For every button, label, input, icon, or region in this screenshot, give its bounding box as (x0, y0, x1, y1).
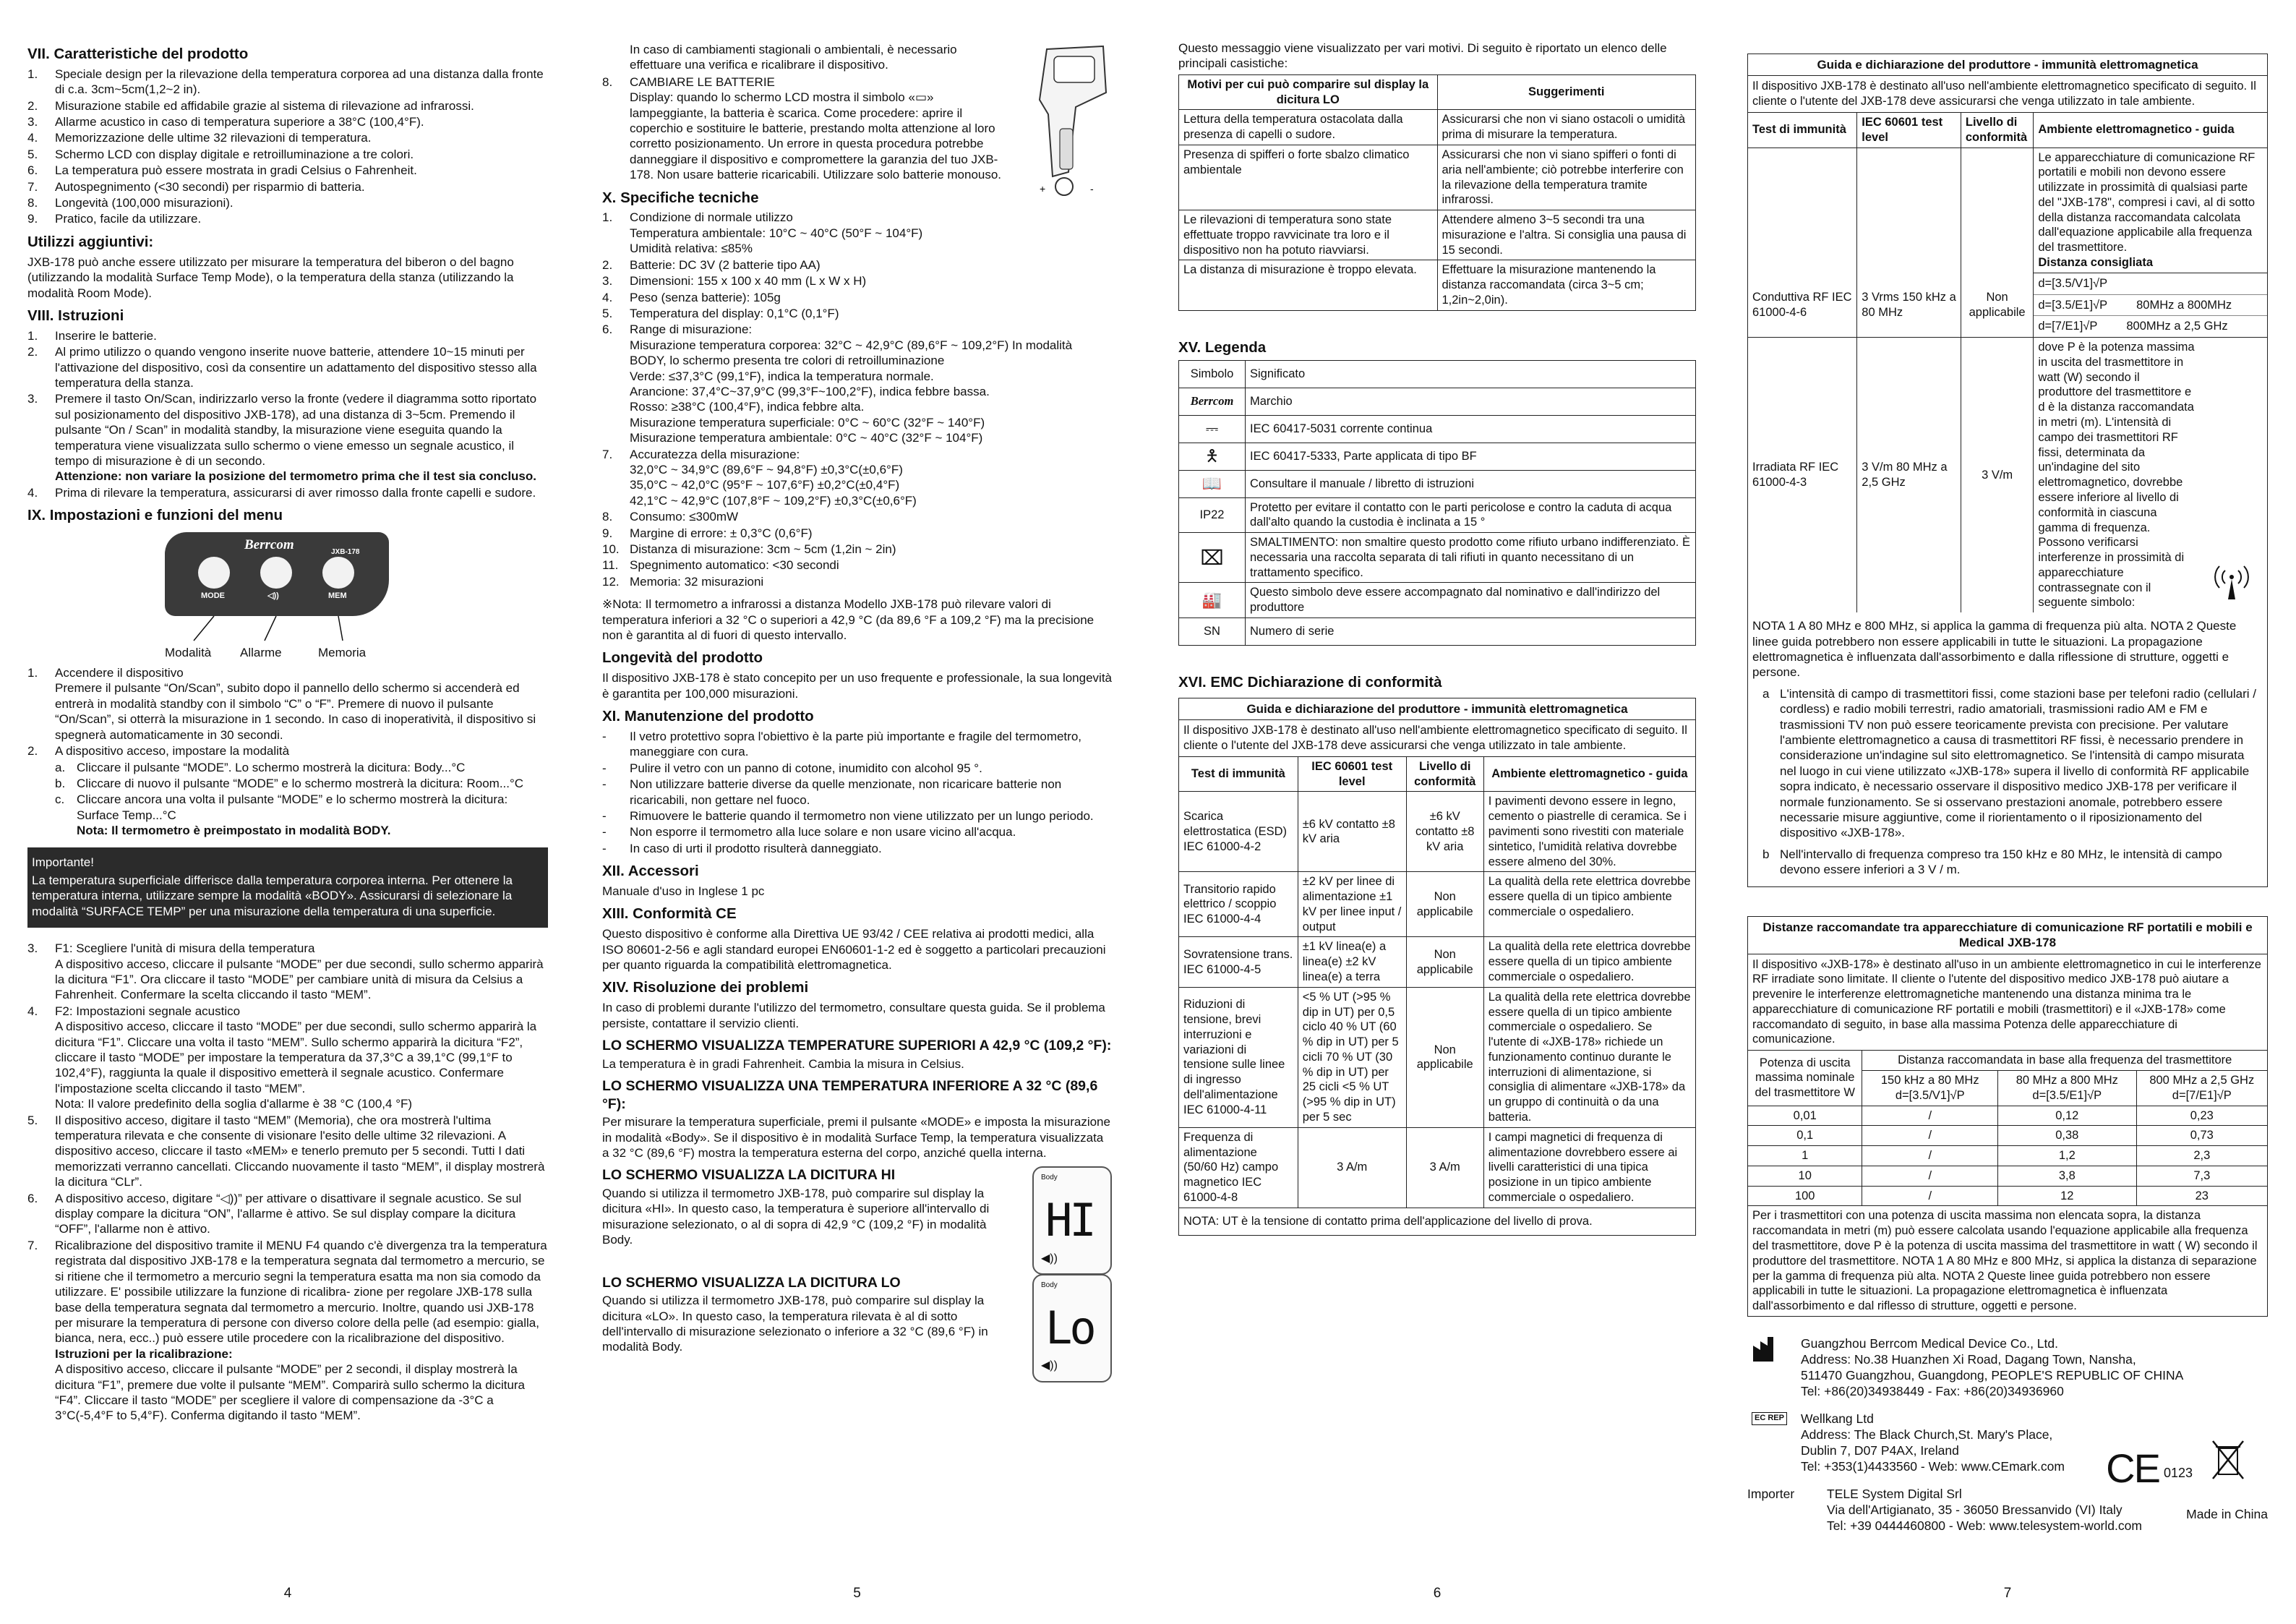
manufacturer-info: Guangzhou Berrcom Medical Device Co., Ltd. Address: No.38 Huanzhen Xi Road, Dagang Town, Nansha, 511470 Guangzhou, Guangdong, PEOPLE'S REPUBLIC OF CHINA Tel: +86(20)34938449 - Fax: +86(20)34936960 (1747, 1335, 2268, 1399)
emc-rf-intro: Il dispositivo JXB-178 è destinato all'uso nell'ambiente elettromagnetico specificato di seguito. Il cliente o l'utente del JXB-178 deve assicurarsi che venga utilizzato in tale ambiente. (1748, 76, 2267, 113)
table-row: 0,01 / 0,12 0,23 (1748, 1106, 2267, 1126)
trouble-low-title: LO SCHERMO VISUALIZZA UNA TEMPERATURA INFERIORE A 32 °C (89,6 °F): (602, 1078, 1098, 1112)
page-6 (1178, 0, 1696, 1624)
list-item: 4. Memorizzazione delle ultime 32 rilevazioni di temperatura. (27, 131, 372, 145)
table-header: Suggerimenti (1437, 74, 1696, 110)
section-13-title: XIII. Conformità CE (602, 905, 737, 923)
list-item: - Non esporre il termometro alla luce solare e non usare vicino all'acqua. (602, 824, 1112, 839)
table-header: Significato (1246, 360, 1696, 388)
list-item: 2. Misurazione stabile ed affidabile grazie al sistema di rilevazione ad infrarossi. (27, 98, 474, 113)
bf-part-icon: 🯅 (1179, 443, 1246, 470)
legend-table (1178, 360, 1696, 646)
separation-distance-box (1747, 916, 2268, 1317)
separation-intro: Il dispositivo «JXB-178» è destinato all'uso in un ambiente elettromagnetico in cui le interferenze RF irradiate sono limitate. Il cliente o l'utente del dispositivo medico JXB-178 può aiutare a prevenire le interferenze elettromagnetiche mantenendo una distanza minima tra le apparecchiature di comunicazione RF portatili e mobili (trasmettitori) e il «JXB-178» come raccomandato di seguito, in base alla massima Potenza delle apparecchiature di comunicazione. (1748, 954, 2267, 1051)
emc-immunity-box (1178, 698, 1696, 1236)
table-header: 80 MHz a 800 MHz d=[3.5/E1]√P (1998, 1070, 2137, 1106)
display-hi (1032, 1166, 1112, 1275)
contacts-block (1747, 1335, 2268, 1534)
section-7-title: VII. Caratteristiche del prodotto (27, 46, 249, 62)
list-item: 5. Il dispositivo acceso, digitare il tasto “MEM” (Memoria), che ora mostrerà l'ultima temperatura rilevata e che consente di visionare l'esito delle ultime 32 rilevazioni. A dispositivo acceso, cliccare il tasto «MEM» e tenerlo premuto per 5 secondi. Tutti I dati memorizzati verranno cancellati. Cliccando nuovamente il tasto “MEM”, il display mostrerà la dicitura “CLr”. (27, 1113, 545, 1189)
trouble-lo-title: LO SCHERMO VISUALIZZA LA DICITURA LO (602, 1274, 901, 1291)
brand-logo: Berrcom (244, 537, 294, 553)
table-row: La distanza di misurazione è troppo elevata. Effettuare la misurazione mantenendo la distanza raccomandata (circa 3~5 cm; 1,2in~2,0in). (1179, 260, 1696, 310)
longevity-title: Longevità del prodotto (602, 649, 763, 667)
display-lo (1032, 1274, 1112, 1382)
accessories-text: Manuale d'uso in Inglese 1 pc (602, 884, 765, 898)
table-header: IEC 60601 test level (1298, 757, 1406, 792)
lo-intro: Questo messaggio viene visualizzato per vari motivi. Di seguito è riportato un elenco delle principali casistiche: (1178, 41, 1667, 71)
table-row: 📖 Consultare il manuale / libretto di istruzioni (1179, 470, 1696, 497)
page-number: 5 (853, 1586, 861, 1602)
emc-immunity-table (1179, 757, 1695, 1235)
table-header: 800 MHz a 2,5 GHz d=[7/E1]√P (2136, 1070, 2267, 1106)
made-in-label: Made in China (2186, 1506, 2268, 1521)
trouble-high-title: LO SCHERMO VISUALIZZA TEMPERATURE SUPERIORI A 42,9 °C (109,2 °F): (602, 1038, 1112, 1054)
table-header: Test di immunità (1748, 113, 1857, 148)
section-11-title: XI. Manutenzione del prodotto (602, 708, 814, 725)
ce-logo: CE (2106, 1445, 2159, 1491)
table-row: Le apparecchiature di comunicazione RF portatili e mobili non devono essere utilizzate in prossimità di qualsiasi parte del "JXB-178", compresi i cavi, al di sotto della distanza raccomandata calcolata dall'equazione applicabile alla frequenza del trasmettitore. Distanza consigliata (1748, 148, 2267, 273)
maintenance-list (602, 729, 1112, 856)
recalibration-note: In caso di cambiamenti stagionali o ambientali, è necessario effettuare una verifica e ricalibrare il dispositivo. (630, 43, 957, 72)
emc-rf-table (1748, 113, 2267, 612)
display-value: HI (1045, 1194, 1094, 1247)
caption-memory: Memoria (318, 646, 367, 660)
features-list (27, 67, 548, 227)
list-item: - Il vetro protettivo sopra l'obiettivo è la parte più importante e fragile del termometro, maneggiare con cura. (602, 729, 1112, 760)
list-item: 8. Consumo: ≤300mW (602, 510, 739, 524)
list-item: 3. Dimensioni: 155 x 100 x 40 mm (L x W x H) (602, 274, 867, 289)
list-item: 4. F2: Impostazioni segnale acustico A dispositivo acceso, cliccare il tasto “MODE” per due secondi, sullo schermo apparirà la dicitura “F1”. Cliccare una volta il tasto “MEM”. Sullo schermo apparirà la dicitura “F2”, cliccare il tasto “MODE” per impostare la temperatura da 37,3°C a 39,1°C (99,1°F to 102,4°F), raggiunta la quale il dispositivo emetterà il segnale acustico. Confermare l'impostazione scelta cliccando il tasto “MEM”. Nota: Il valore predefinito della soglia d'allarme è 38 °C (100,4 °F) (27, 1004, 537, 1111)
menu-list-2 (27, 941, 548, 1424)
table-row: 🏭 Questo simbolo deve essere accompagnato dal nominativo e dall'indirizzo del produttore (1179, 583, 1696, 618)
list-item: 12. Memoria: 32 misurazioni (602, 574, 764, 589)
list-item: 4. Peso (senza batterie): 105g (602, 290, 781, 304)
list-item: 1. Speciale design per la rilevazione della temperatura corporea ad una distanza dalla fronte di c.a. 3cm~5cm(1,2~2 in). (27, 67, 544, 97)
section-16-title: XVI. EMC Dichiarazione di conformità (1178, 674, 1442, 691)
formula: d=[7/E1]√P (2172, 1088, 2232, 1102)
important-notice (27, 847, 548, 928)
non-ionizing-radiation-icon (2206, 552, 2257, 602)
mem-button-label: MEM (328, 591, 347, 601)
list-item: 10. Distanza di misurazione: 3cm ~ 5cm (1,2in ~ 2in) (602, 542, 896, 557)
list-item: - Rimuovere le batterie quando il termometro non viene utilizzato per un lungo periodo. (602, 808, 1112, 824)
page-4 (27, 0, 548, 1624)
specs-list (602, 210, 1112, 589)
table-row: Lettura della temperatura ostacolata dalla presenza di capelli o sudore. Assicurarsi che non vi siano ostacoli o umidità prima di misurare la temperatura. (1179, 110, 1696, 145)
table-row: Presenza di spifferi o forte sbalzo climatico ambientale Assicurarsi che non vi siano spifferi o fonti di aria nell'ambiente; ciò potrebbe interferire con la rilevazione della temperatura tramite infrarossi. (1179, 145, 1696, 210)
table-header: Test di immunità (1179, 757, 1298, 792)
control-panel-figure (165, 532, 389, 662)
display-mode-label: Body (1041, 1281, 1058, 1289)
list-item: 6. A dispositivo acceso, digitare “◁))” per attivare o disattivare il segnale acustico. Se sul display compare la dicitura “ON”, l'allarme è attivo. Se sul display compare la dicitura “OFF”, l'allarme non è attivo. (27, 1191, 522, 1236)
table-row: Le rilevazioni di temperatura sono state effettuate troppo ravvicinate tra loro e il dispositivo non ha potuto riavviarsi. Attendere almeno 3~5 secondi tra una misurazione e l'altra. Si consiglia una pausa di 15 secondi. (1179, 210, 1696, 260)
emc-box-intro: Il dispositivo JXB-178 è destinato all'uso nell'ambiente elettromagnetico specificato di seguito. Il cliente o l'utente del JXB-178 deve assicurarsi che venga utilizzato in tale ambiente. (1179, 720, 1695, 757)
svg-text:-: - (1090, 183, 1094, 195)
page-number: 7 (2003, 1586, 2012, 1602)
manual-icon: 📖 (1179, 470, 1246, 497)
ec-rep-badge: EC REP (1752, 1412, 1787, 1425)
trouble-low-text: Per misurare la temperatura superficiale, premi il pulsante «MODE» e imposta la misurazione in modalità «Body». Se il dispositivo è in modalità Surface Temp, la temperatura visualizzata a 32 °C (89,6 °F) mostra la temperatura esterna del corpo, anziché quella interna. (602, 1115, 1110, 1160)
table-row: ⎓ IEC 60417-5031 corrente continua (1179, 415, 1696, 443)
ip22-label: IP22 (1179, 497, 1246, 533)
battery-item (602, 74, 1007, 183)
sn-label: SN (1179, 618, 1246, 646)
table-header: Simbolo (1179, 360, 1246, 388)
list-item: 5. Schermo LCD con display digitale e retroilluminazione a tre colori. (27, 147, 414, 161)
alarm-icon: ◁)) (267, 591, 279, 601)
list-item: 6. La temperatura può essere mostrata in gradi Celsius o Fahrenheit. (27, 163, 417, 178)
list-item: 7. Ricalibrazione del dispositivo tramite il MENU F4 quando c'è divergenza tra la temperatura registrata dal dispositivo JXB-178 e la temperatura segnata dal termometro a mercurio, se si ritiene che il termometro a mercurio segni la temperatura esatta ma non sia comodo da utilizzare. E' possibile utilizzare la funzione di ricalibra- zione per regolare JXB-178 sulla base della temperatura segnata dal termometro a mercurio. Inoltre, quando usi JXB-178 per misurare la temperatura di persone con diverso colore della pelle (ad esempio: gialla, bianca, nera, ecc..) può essere utile procedere con la ricalibrazione del dispositivo. Istruzioni per la ricalibrazione: A dispositivo acceso, cliccare il pulsante “MODE” per 2 secondi, il display mostrerà la dicitura “F1”, premere due volte il pulsante “MEM”. Comparirà sullo schermo la dicitura “F4”. Cliccare il tasto “MODE” per scegliere il valore di compensazione da -3°C a 3°C(-5,4°F to 5,4°F). Conferma digitando il tasto “MEM”. (27, 1238, 547, 1423)
table-row: 🯅 IEC 60417-5333, Parte applicata di tipo BF (1179, 443, 1696, 470)
table-row: 1 / 1,2 2,3 (1748, 1146, 2267, 1166)
additional-uses-text: JXB-178 può anche essere utilizzato per misurare la temperatura del biberon o del bagno (utilizzando la modalità Surface Temp Mode), o la temperatura della stanza (utilizzando la modalità Room Mode). (27, 255, 514, 300)
table-row: Berrcom Marchio (1179, 388, 1696, 415)
table-row (1179, 1208, 1695, 1234)
table-header: Potenza di uscita massima nominale del trasmettitore W (1748, 1051, 1862, 1106)
weee-bin-icon (2210, 1438, 2246, 1482)
table-row: IP22 Protetto per evitare il contatto con le parti pericolose e contro la caduta di acqua dall'alto quando la custodia è inclinata a 15 ° (1179, 497, 1696, 533)
ce-text: Questo dispositivo è conforme alla Direttiva UE 93/42 / CEE relativa ai prodotti medici, alla ISO 80601-2-56 e agli standard europei EN60601-1-2 ed è soggetto a particolari precauzioni per quanto riguarda la compatibilità elettromagnetica. (602, 927, 1106, 973)
section-14-title: XIV. Risoluzione dei problemi (602, 979, 809, 996)
table-header: Ambiente elettromagnetico - guida (1483, 757, 1695, 792)
important-text: La temperatura superficiale differisce dalla temperatura corporea interna. Per ottenere la temperatura interna, utilizzare sempre la modalità «BODY». Assicurarsi di selezionare la modalità “SURFACE TEMP” per una misurazione della temperatura di una superficie. (32, 873, 513, 918)
table-row: 100 / 12 23 (1748, 1186, 2267, 1206)
emc-footnotes (1752, 686, 2263, 878)
list-item: b. Cliccare di nuovo il pulsante “MODE” e lo schermo mostrerà la dicitura: Room...°C (55, 776, 524, 790)
separation-title: Distanze raccomandate tra apparecchiature di comunicazione RF portatili e mobili e Medical JXB-178 (1748, 917, 2267, 954)
section-10-title: X. Specifiche tecniche (602, 189, 759, 206)
list-item: 11. Spegnimento automatico: <30 secondi (602, 558, 839, 573)
table-row: Riduzioni di tensione, brevi interruzioni e variazioni di tensione sulle linee di ingresso dell'alimentazione IEC 61000-4-11 <5 % UT (>95 % dip in UT) per 0,5 ciclo 40 % UT (60 % dip in UT) per 5 cicli 70 % UT (30 % dip in UT) per 25 cicli <5 % UT (>95 % dip in UT) per 5 sec Non applicabile La qualità della rete elettrica dovrebbe essere quella di un tipico ambiente commerciale o ospedaliero. Se l'utente di «JXB-178» richiede un funzionamento continuo durante le interruzioni di alimentazione, si consiglia di alimentare «JXB-178» da un gruppo di continuità o da una batteria. (1179, 987, 1695, 1127)
table-header: 150 kHz a 80 MHz d=[3.5/V1]√P (1862, 1070, 1998, 1106)
instructions-list (27, 328, 548, 500)
notified-body-number: 0123 (2163, 1466, 2193, 1481)
table-row: Sovratensione trans. IEC 61000-4-5 ±1 kV linea(e) a linea(e) ±2 kV linea(e) a terra Non applicabile La qualità della rete elettrica dovrebbe essere quella di un tipico ambiente commerciale o ospedaliero. (1179, 937, 1695, 987)
list-item: 5. Temperatura del display: 0,1°C (0,1°F) (602, 306, 839, 320)
list-item: b Nell'intervallo di frequenza compreso tra 150 kHz e 80 MHz, le intensità di campo devono essere inferiori a 3 V / m. (1762, 847, 2222, 877)
table-row: Conduttiva RF IEC 61000-4-6 3 Vrms 150 kHz a 80 MHz Non applicabile d=[3.5/V1]√P d=[3.5/E1]√P 80MHz a 800MHz d=[7/E1]√P 800MHz a 2,5 GHz (1748, 273, 2267, 337)
table-row: SN Numero di serie (1179, 618, 1696, 646)
formula: d=[7/E1]√P (2038, 320, 2098, 333)
list-item: 1. Inserire le batterie. (27, 328, 157, 343)
page-7 (1747, 0, 2268, 1624)
list-item: 3. Allarme acustico in caso di temperatura superiore a 38°C (100,4°F). (27, 115, 424, 129)
section-12-title: XII. Accessori (602, 863, 699, 880)
speaker-icon: ◀)) (1041, 1359, 1058, 1372)
separation-footer: Per i trasmettitori con una potenza di uscita massima non elencata sopra, la distanza raccomandata in metri (m) può essere calcolata usando l'equazione applicabile alla frequenza del trasmettitore, dove P è la potenza di uscita massima del trasmettitore in watt ( W) secondo il produttore del trasmettitore. NOTA 1 A 80 MHz e 800 MHz, si applica la distanza di separazione per la gamma di frequenza più alta. NOTA 2 Queste linee guida potrebbero non essere applicabili in tutte le situazioni. La propagazione elettromagnetica è influenzata dall'assorbimento e dal riflesso di strutture, oggetti e persone. (1752, 1209, 2258, 1313)
list-item: 2. Batterie: DC 3V (2 batterie tipo AA) (602, 257, 821, 272)
speaker-icon: ◀)) (1041, 1252, 1058, 1265)
list-item: a L'intensità di campo di trasmettitori fissi, come stazioni base per telefoni radio (cellulari / cordless) e radio mobili terrestri, radio amatoriali, trasmissioni radio AM e FM e trasmissioni TV non può essere teoricamente prevista con precisione. Per valutare l'ambiente elettromagnetico a causa di trasmettitori RF fissi, è necessario prendere in considerazione un'indagine sul sito elettromagnetico. Se l'intensità di campo misurata nel luogo in cui viene utilizzato «JXB-178» supera il livello di conformità RF applicabile sopra indicato, è necessario osservare il dispositivo medico JXB-178 per verificare il normale funzionamento. Se si osservano prestazioni anomale, potrebbero essere necessarie misure aggiuntive, come il riorientamento o il riposizionamento del dispositivo «JXB-178». (1762, 686, 2256, 840)
list-item: 9. Pratico, facile da utilizzare. (27, 212, 202, 226)
list-item: 6. Range di misurazione: Misurazione temperatura corporea: 32°C ~ 42,9°C (89,6°F ~ 109,2°F) In modalità BODY, lo schermo presenta tre colori di retroilluminazione Verde: ≤37,3°C (99,1°F), indica la temperatura normale. Arancione: 37,4°C~37,9°C (99,3°F~100,2°F), indica febbre bassa. Rosso: ≥38°C (100,4°F), indica febbre alta. Misurazione temperatura superficiale: 0°C ~ 60°C (32°F ~ 140°F) Misurazione temperatura ambientale: 0°C ~ 40°C (32°F ~ 104°F) (602, 322, 1073, 445)
emc-box-title: Guida e dichiarazione del produttore - immunità elettromagnetica (1179, 698, 1695, 720)
list-item: 1. Condizione di normale utilizzo Temperatura ambientale: 10°C ~ 40°C (50°F ~ 104°F) Umidità relativa: ≤85% (602, 210, 923, 256)
table-header: Livello di conformità (1961, 113, 2034, 148)
list-item: - Pulire il vetro con un panno di cotone, inumidito con alcohol 95 °. (602, 761, 1112, 776)
page-number: 4 (283, 1586, 292, 1602)
table-row: Scarica elettrostatica (ESD) IEC 61000-4-2 ±6 kV contatto ±8 kV aria ±6 kV contatto ±8 kV aria I pavimenti devono essere in legno, cemento o piastrelle di ceramica. Se i pavimenti sono rivestiti con materiale sintetico, l'umidità relativa dovrebbe essere almeno del 30%. (1179, 792, 1695, 872)
page-5 (602, 0, 1112, 1624)
display-value: Lo (1045, 1301, 1094, 1354)
table-header: Motivi per cui può comparire sul display la dicitura LO (1179, 74, 1438, 110)
formula: d=[3.5/E1]√P (2038, 298, 2108, 312)
formula: d=[3.5/E1]√P (2032, 1088, 2102, 1102)
caption-mode: Modalità (165, 646, 212, 660)
list-item: - Non utilizzare batterie diverse da quelle menzionate, non ricaricare batterie non ricaricabili, non gettare nel fuoco. (602, 777, 1112, 808)
formula: d=[3.5/V1]√P (2034, 273, 2267, 295)
importer-info: Importer TELE System Digital Srl Via dell'Artigianato, 35 - 36050 Bressanvido (VI) Italy Tel: +39 0444460800 - Web: www.telesystem-world.com (1747, 1487, 2142, 1534)
manufacturer-icon (1752, 1335, 1783, 1363)
trouble-high-text: La temperatura è in gradi Fahrenheit. Cambia la misura in Celsius. (602, 1056, 964, 1071)
brand-logo: Berrcom (1179, 388, 1246, 415)
list-item: - In caso di urti il prodotto risulterà danneggiato. (602, 841, 1112, 856)
formula: d=[3.5/V1]√P (1895, 1088, 1965, 1102)
list-item: 7. Accuratezza della misurazione: 32,0°C ~ 34,9°C (89,6°F ~ 94,8°F) ±0,3°C(±0,6°F) 35,0°C ~ 42,0°C (95°F ~ 107,6°F) ±0,2°C(±0,4°F) 42,1°C ~ 42,9°C (107,8°F ~ 109,2°F) ±0,3°C(±0,6°F) (602, 447, 917, 508)
table-header: IEC 60601 test level (1857, 113, 1961, 148)
trouble-lo-text: Quando si utilizza il termometro JXB-178, può comparire sul display la dicitura «LO». In questo caso, la temperatura rilevata è al di sotto dell'intervallo di misurazione selezionato o inferiore a 32 °C (89,6 °F) in modalità Body. (602, 1294, 988, 1354)
list-item: a. Cliccare il pulsante “MODE”. Lo schermo mostrerà la dicitura: Body...°C (55, 760, 466, 774)
table-header: Distanza raccomandata in base alla frequenza del trasmettitore (1862, 1051, 2267, 1070)
menu-list (27, 665, 548, 838)
thermometer-illustration (1018, 42, 1112, 201)
table-header: Livello di conformità (1406, 757, 1483, 792)
emc-note: NOTA: UT è la tensione di contatto prima dell'applicazione del livello di prova. (1183, 1214, 1593, 1228)
emc-rf-notes: NOTA 1 A 80 MHz e 800 MHz, si applica la gamma di frequenza più alta. NOTA 2 Queste linee guida potrebbero non essere applicabili in tutte le situazioni. La propagazione elettromagnetica è influenzata dall'assorbimento e dalla riflessione di strutture, oggetti e persone. (1752, 619, 2237, 680)
ec-rep-info: EC REP Wellkang Ltd Address: The Black Church,St. Mary's Place, Dublin 7, D07 P4AX, Ireland Tel: +353(1)4433560 - Web: www.CEmark.com (1747, 1411, 2268, 1474)
table-row: Transitorio rapido elettrico / scoppio IEC 61000-4-4 ±2 kV per linee di alimentazione ±1 kV per linee input / output Non applicabile La qualità della rete elettrica dovrebbe essere quella di un tipico ambiente commerciale o ospedaliero. (1179, 872, 1695, 937)
list-item: 8. CAMBIARE LE BATTERIE Display: quando lo schermo LCD mostra il simbolo «▭» lampeggiante, la batteria è scarica. Come procedere: aprire il coperchio e sostituire le batterie, prestando molta attenzione al loro corretto posizionamento. Un errore in questa procedura potrebbe danneggiare il dispositivo e compromettere la garanzia del tuo JXB-178. Non usare batterie ricaricabili. Utilizzare solo batterie monouso. (602, 74, 1002, 182)
list-item: 3. F1: Scegliere l'unità di misura della temperatura A dispositivo acceso, cliccare il pulsante “MODE” per due secondi, sullo schermo apparirà la dicitura “F1”. Ora cliccare il tasto “MODE” per cambiare unità di misura da Celsius a Fahrenheit. Confermare la scelta cliccando il tasto “MEM”. (27, 941, 544, 1002)
table-row: 10 / 3,8 7,3 (1748, 1166, 2267, 1186)
table-row: 0,1 / 0,38 0,73 (1748, 1126, 2267, 1146)
mode-button-label: MODE (201, 591, 225, 601)
list-item: 8. Longevità (100,000 misurazioni). (27, 196, 234, 210)
trouble-hi-title: LO SCHERMO VISUALIZZA LA DICITURA HI (602, 1167, 896, 1184)
list-item: 2. Al primo utilizzo o quando vengono inserite nuove batterie, attendere 10~15 minuti per l'attivazione del dispositivo, così da consentire un adattamento del dispositivo stesso alla temperatura della stanza. (27, 345, 537, 390)
model-label: JXB-178 (331, 548, 360, 557)
table-row (1748, 1206, 2267, 1316)
svg-text:+: + (1040, 183, 1046, 195)
table-row: ⌧ SMALTIMENTO: non smaltire questo prodotto come rifiuto urbano indifferenziato. È necessaria una raccolta separata di tali rifiuti in quanto necessitano di un trattamento specifico. (1179, 533, 1696, 583)
specs-note: ※Nota: Il termometro a infrarossi a distanza Modello JXB-178 può rilevare valori di temperatura inferiori a 32 °C o superiori a 42,9 °C (da 89,6 °F a 109,2 °F) ma la precisione non è garantita al di fuori di questo intervallo. (602, 597, 1095, 643)
table-header: Ambiente elettromagnetico - guida (2034, 113, 2267, 148)
longevity-text: Il dispositivo JXB-178 è stato concepito per un uso frequente e professionale, la sua longevità è garantita per 100,000 misurazioni. (602, 671, 1112, 701)
list-item: c. Cliccare ancora una volta il pulsante “MODE” e lo schermo mostrerà la dicitura: Surface Temp...°C Nota: Il termometro è preimpostato in modalità BODY. (55, 792, 508, 838)
list-item: 1. Accendere il dispositivo Premere il pulsante “On/Scan”, subito dopo il pannello dello schermo si accenderà ed entrerà in modalità standby con il simbolo “C” o “F”. Premere di nuovo il pulsante “On/Scan”, si otterrà la misurazione in 1 secondo. In caso di inoperatività, il dispositivo si spegnerà automaticamente in 30 secondi. (27, 666, 536, 742)
table-row: Irradiata RF IEC 61000-4-3 3 V/m 80 MHz a 2,5 GHz 3 V/m dove P è la potenza massima in uscita del trasmettitore in watt (W) secondo il produttore del trasmettitore e d è la distanza raccomandata in metri (m). L'intensità di campo dei trasmettitori RF fissi, determinata da un'indagine del sito elettromagnetico, dovrebbe essere inferiore al livello di conformità in ciascuna gamma di frequenza. Possono verificarsi interferenze in prossimità di apparecchiature contrassegnate con il seguente simbolo: (1748, 338, 2267, 613)
section-15-title: XV. Legenda (1178, 338, 1267, 356)
list-item: 3. Premere il tasto On/Scan, indirizzarlo verso la fronte (vedere il diagramma sotto riportato sul posizionamento del dispositivo JXB-178), ad una distanza di 3~5cm. Premendo il pulsante “On / Scan” in modalità standby, la misurazione viene eseguita quando la temperatura viene visualizzata sullo schermo o viene emesso un segnale acustico, il tempo di misurazione è di un secondo. Attenzione: non variare la posizione del termometro prima che il test sia concluso. (27, 392, 537, 484)
trouble-hi-text: Quando si utilizza il termometro JXB-178, può comparire sul display la dicitura «HI». In questo caso, la temperatura è superiore all'intervallo di misurazione selezionato, o al di sopra di 42,9 °C (109,2 °F) in modalità Body. (602, 1186, 990, 1247)
important-title: Importante! (32, 855, 94, 869)
manufacturer-icon: 🏭 (1179, 583, 1246, 618)
emc-rf-title: Guida e dichiarazione del produttore - immunità elettromagnetica (1748, 54, 2267, 76)
section-9-title: IX. Impostazioni e funzioni del menu (27, 507, 283, 524)
caption-alarm: Allarme (240, 646, 282, 660)
weee-bin-icon: ⌧ (1179, 533, 1246, 583)
list-item: 9. Margine di errore: ± 0,3°C (0,6°F) (602, 526, 813, 540)
troubleshooting-text: In caso di problemi durante l'utilizzo del termometro, consultare questa guida. Se il problema persiste, contattare il servizio clienti. (602, 1001, 1105, 1030)
page-number: 6 (1433, 1586, 1442, 1602)
list-item: 7. Autospegnimento (<30 secondi) per risparmio di batteria. (27, 179, 365, 194)
list-item: 4. Prima di rilevare la temperatura, assicurarsi di aver rimosso dalla fronte capelli e sudore. (27, 485, 536, 500)
callout-lines (165, 532, 403, 648)
lo-reasons-table (1178, 74, 1696, 311)
display-mode-label: Body (1041, 1174, 1058, 1182)
emc-rf-box (1747, 54, 2268, 887)
separation-table (1748, 1051, 2267, 1316)
list-item: 2. A dispositivo acceso, impostare la modalità a. Cliccare il pulsante “MODE”. Lo schermo mostrerà la dicitura: Body...°C b. Cliccare di nuovo il pulsante “MODE” e lo schermo mostrerà la dicitura: Room...°C c. Cliccare ancora una volta il pulsante “MODE” e lo schermo mostrerà la dicitura: Surface Temp...°C Nota: Il termometro è preimpostato in modalità BODY. (27, 743, 548, 838)
additional-uses-title: Utilizzi aggiuntivi: (27, 233, 154, 250)
dc-current-icon: ⎓ (1179, 415, 1246, 443)
table-row: Frequenza di alimentazione (50/60 Hz) campo magnetico IEC 61000-4-8 3 A/m 3 A/m I campi magnetici di frequenza di alimentazione dovrebbero essere ai livelli caratteristici di una tipica posizione in un tipico ambiente commerciale o ospedaliero. (1179, 1127, 1695, 1208)
section-8-title: VIII. Istruzioni (27, 307, 124, 324)
ce-mark (2106, 1445, 2193, 1491)
